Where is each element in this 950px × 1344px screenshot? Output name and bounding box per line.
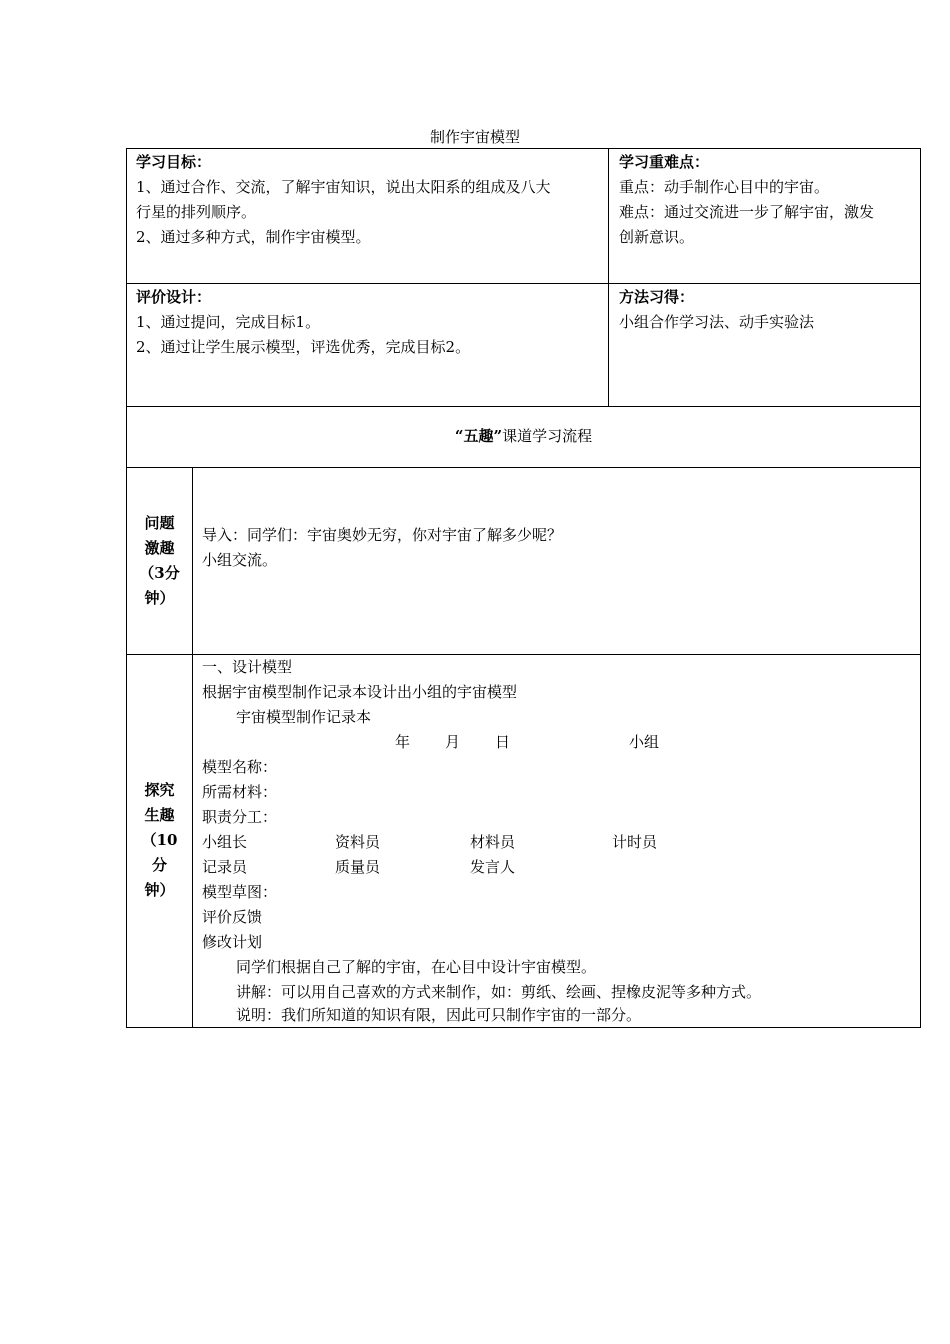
role-label: 材料员 — [470, 833, 516, 851]
role-label: 发言人 — [470, 858, 516, 876]
flow-title-rest: 课道学习流程 — [502, 427, 593, 445]
flow-title — [126, 424, 921, 449]
stage1-label-line: （3分 — [139, 564, 180, 582]
feedback-field: 评价反馈 — [202, 908, 263, 926]
key-points-heading: 学习重难点： — [619, 153, 710, 171]
stage2-intro: 根据宇宙模型制作记录本设计出小组的宇宙模型 — [202, 683, 518, 701]
role-label: 记录员 — [202, 858, 248, 876]
record-book-title: 宇宙模型制作记录本 — [236, 708, 372, 726]
stage2-paragraph: 讲解：可以用自己喜欢的方式来制作，如：剪纸、绘画、捏橡皮泥等多种方式。 — [236, 983, 762, 1001]
objectives-heading: 学习目标： — [136, 153, 212, 171]
evaluation-line: 2、通过让学生展示模型，评选优秀，完成目标2。 — [136, 338, 471, 356]
stage2-label-line: 探究 — [144, 781, 175, 799]
role-label: 计时员 — [612, 833, 658, 851]
methods-line: 小组合作学习法、动手实验法 — [619, 313, 815, 331]
stage1-label-line: 钟） — [144, 589, 175, 607]
key-points-line: 难点：通过交流进一步了解宇宙，激发 — [619, 203, 875, 221]
date-group: 小组 — [629, 733, 660, 751]
stage2-label-line: 钟） — [144, 881, 175, 899]
objectives-line: 行星的排列顺序。 — [136, 203, 257, 221]
stage2-paragraph: 同学们根据自己了解的宇宙，在心目中设计宇宙模型。 — [236, 958, 597, 976]
stage2-label-line: （10 — [141, 831, 178, 849]
date-year: 年 — [395, 733, 411, 751]
sketch-field: 模型草图： — [202, 883, 278, 901]
key-points-line: 重点：动手制作心目中的宇宙。 — [619, 178, 830, 196]
stage1-label-line: 问题 — [144, 514, 175, 532]
date-day: 日 — [495, 733, 511, 751]
evaluation-line: 1、通过提问，完成目标1。 — [136, 313, 321, 331]
role-label: 小组长 — [202, 833, 248, 851]
materials-field: 所需材料： — [202, 783, 278, 801]
date-month: 月 — [445, 733, 461, 751]
role-label: 资料员 — [335, 833, 381, 851]
document-title: 制作宇宙模型 — [429, 128, 520, 146]
key-points-line: 创新意识。 — [619, 228, 695, 246]
objectives-line: 1、通过合作、交流，了解宇宙知识，说出太阳系的组成及八大 — [136, 178, 551, 196]
stage1-content-line: 小组交流。 — [202, 551, 278, 569]
stage1-content-line: 导入：同学们：宇宙奥妙无穷，你对宇宙了解多少呢？ — [202, 526, 563, 544]
flow-title-emphasis: “五趣” — [454, 427, 503, 445]
revision-field: 修改计划 — [202, 933, 263, 951]
duties-field: 职责分工： — [202, 808, 278, 826]
stage2-label-line: 分 — [151, 856, 167, 874]
stage1-label-line: 激趣 — [144, 539, 175, 557]
evaluation-heading: 评价设计： — [136, 288, 212, 306]
model-name-field: 模型名称： — [202, 758, 278, 776]
methods-heading: 方法习得： — [619, 288, 695, 306]
section-heading: 一、设计模型 — [202, 658, 293, 676]
stage2-label-line: 生趣 — [144, 806, 175, 824]
role-label: 质量员 — [335, 858, 381, 876]
objectives-line: 2、通过多种方式，制作宇宙模型。 — [136, 228, 371, 246]
stage2-paragraph: 说明：我们所知道的知识有限，因此可只制作宇宙的一部分。 — [236, 1006, 642, 1024]
